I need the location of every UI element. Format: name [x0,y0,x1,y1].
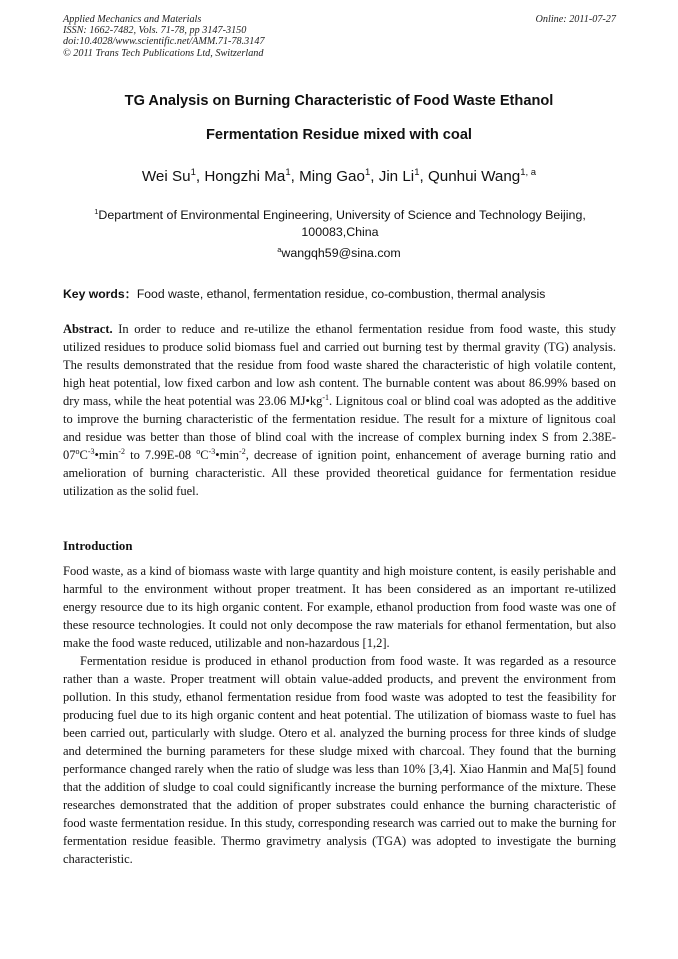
abstract-text: In order to reduce and re-utilize the ethanol fermentation residue from food waste, this study utilized residues to produce solid biomass fuel and carried out burning test by thermal gravity (TG) analysis. The results demonstrated that the residue from food waste shared the characteristic of high volatile content, high heat potential, low fixed carbon and low ash content. The burnable content was about 86.99% based on dry mass, while the heat potential was 23.06 MJ•kg [63,322,616,408]
issn-line: ISSN: 1662-7482, Vols. 71-78, pp 3147-3150 [63,25,247,37]
abstract-text: C [79,448,88,462]
abstract [63,320,616,500]
abstract-text: to 7.99E-08 [125,448,197,462]
paper-title-line-1: TG Analysis on Burning Characteristic of Food Waste Ethanol [124,93,554,109]
doi-line: doi:10.4028/www.scientific.net/AMM.71-78.3147 [63,36,265,48]
abstract-text: •min [94,448,119,462]
keywords-label: Key words： [63,287,137,301]
abstract-text: C [200,448,209,462]
abstract-superscript: -2 [118,446,126,456]
abstract-text: , decrease of ignition point, enhancement of average burning ratio and amelioration of burning characteristic. All these provided theoretical guidance for fermentation residue utilization as the solid fuel. [63,448,616,498]
abstract-superscript: -2 [239,446,246,456]
author-separator: , [370,168,379,186]
abstract-superscript: o [196,446,201,456]
online-date: Online: 2011-07-27 [535,14,616,25]
author-name: Wei Su [141,168,191,186]
abstract-superscript: -1 [322,392,330,402]
author-affil-mark: 1 [364,167,371,178]
email-mark: a [277,245,282,254]
affiliation-mark: 1 [94,207,99,216]
introduction-paragraph-2: Fermentation residue is produced in ethanol production from food waste. It was regarded as a resource rather than a waste. Proper treatment will obtain value-added products, and prevent the environment from pollution. In this study, ethanol fermentation residue from food waste was adopted to test the feasibility for producing fuel due to its high organic content and heat potential. The utilization of biomass waste to fuel has been carried out, particularly with sludge. Otero et al. analyzed the burning process for three kinds of sludge and determined the burning parameters for these sludge mixed with charcoal. They found that the burning performance changed rarely when the ratio of sludge was less than 10% [3,4]. Xiao Hanmin and Ma[5] found that the addition of sludge to coal could significantly increase the burning performance of the mixture. These researches demonstrated that the addition of proper substrates could enhance the burning characteristic of food waste fermentation residue. In this study, corresponding research was carried out to make the burning for fermentation residue feasible. Thermo gravimetry analysis (TGA) was adopted to investigate the burning characteristic. [63,654,616,866]
keywords-text: Food waste, ethanol, fermentation residue, co-combustion, thermal analysis [136,287,546,301]
abstract-label: Abstract. [63,322,113,336]
author-name: Qunhui Wang [427,168,521,186]
email-address[interactable]: wangqh59@sina.com [281,246,401,261]
author-affil-mark: 1 [414,167,420,178]
abstract-superscript: o [75,446,80,456]
abstract-superscript: -3 [208,446,216,456]
author-affil-mark: 1 [190,167,196,178]
affiliation [60,203,620,241]
section-heading-introduction: Introduction [63,539,133,553]
author-name: Hongzhi Ma [204,168,286,186]
introduction-paragraph-1: Food waste, as a kind of biomass waste with large quantity and high moisture content, is easily perishable and harmful to the environment without proper treatment. It has been considered as an important re-utilized energy resource due to its high organic content. For example, ethanol production from food waste was one of these resource technologies. It could not only decompose the raw materials for ethanol fermentation, but also make the food waste reduced, utilizable and non-hazardous [1,2]. [63,564,616,650]
author-separator: , [290,168,300,186]
copyright-line: © 2011 Trans Tech Publications Ltd, Switzerland [63,47,264,59]
author-name: Jin Li [378,168,415,186]
abstract-superscript: -3 [87,446,95,456]
abstract-text: •min [215,448,240,462]
journal-header [63,14,616,59]
author-list [0,167,678,185]
affiliation-line-2: 100083,China [301,225,379,240]
author-affil-mark: 1, a [520,167,537,178]
keywords [63,285,618,302]
corresponding-email [0,245,678,260]
author-separator: , [419,168,428,186]
author-name: Ming Gao [299,168,365,186]
introduction-body [63,562,616,868]
abstract-text: . Lignitous coal or blind coal was adopted as the additive to improve the burning characteristic of the fermentation residue. The result for a mixture of lignitous coal and residue was better than those of blind coal with the increase of complex burning index S from 2.38E-07 [63,394,616,462]
affiliation-line-1: Department of Environmental Engineering, University of Science and Technology Beijing, [98,208,586,223]
author-separator: , [195,168,205,186]
author-affil-mark: 1 [285,167,291,178]
journal-name: Applied Mechanics and Materials [63,14,202,25]
paper-title-line-2: Fermentation Residue mixed with coal [206,127,472,143]
